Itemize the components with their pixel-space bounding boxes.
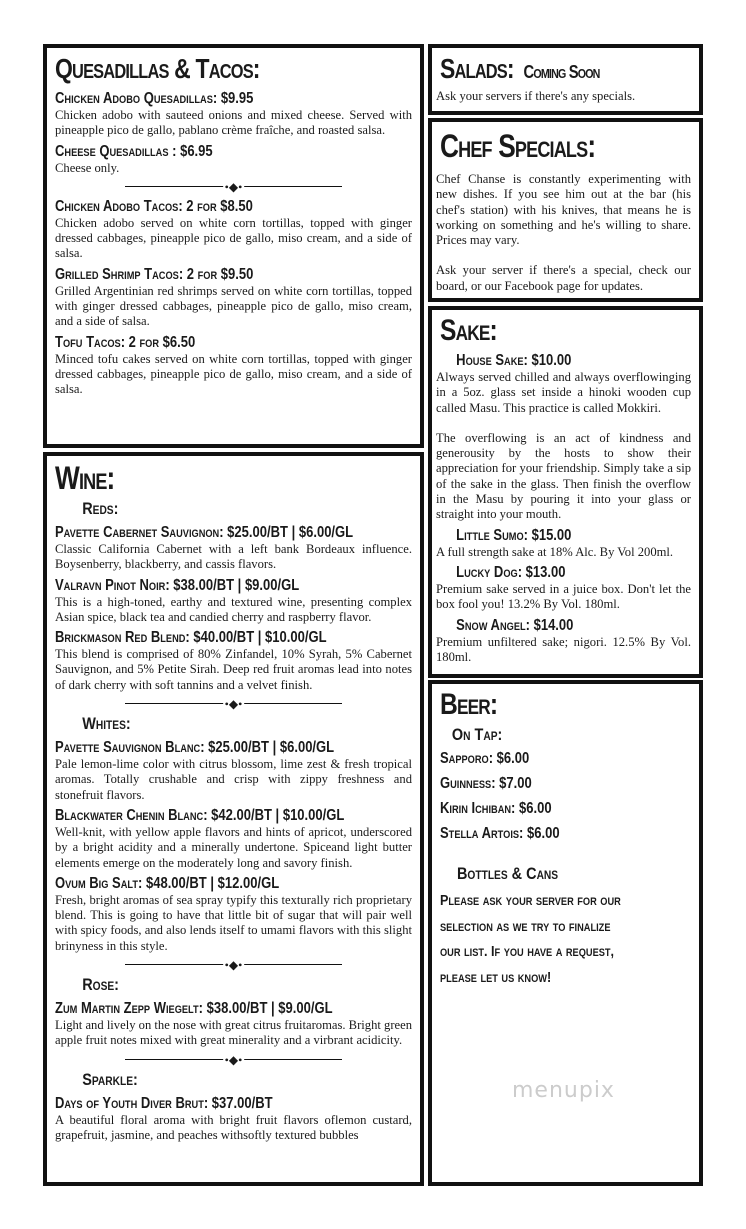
item-name: Ovum Big Salt: $48.00/BT | $12.00/GL xyxy=(55,874,280,892)
item-name: Tofu Tacos: 2 for $6.50 xyxy=(55,333,196,351)
menu-item xyxy=(55,999,412,1049)
item-name: Grilled Shrimp Tacos: 2 for $9.50 xyxy=(55,265,254,283)
sake-section xyxy=(428,306,703,678)
menu-item xyxy=(55,265,412,330)
salads-note: Ask your servers if there's any specials. xyxy=(436,89,636,103)
section-title: Wine: xyxy=(55,460,115,496)
bottles-note-line: selection as we try to finalize xyxy=(440,917,611,935)
item-description: This blend is comprised of 80% Zinfandel, 10% Syrah, 5% Cabernet Sauvignon, and 5% Petite Sirah. Deep red fruit aromas lead into notes of dark cherry with soft tannins and a velvet finish. xyxy=(55,647,412,692)
menu-item xyxy=(55,806,412,871)
menu-item xyxy=(55,523,412,573)
ornament-icon: •◆• xyxy=(224,958,243,973)
section-title: Sake: xyxy=(440,314,497,347)
salads-section xyxy=(428,44,703,115)
item-description: A beautiful floral aroma with bright fruit flavors oflemon custard, grapefruit, jasmine, and peaches withsoftly textured bubbles xyxy=(55,1112,412,1142)
item-name: Chicken Adobo Quesadillas: $9.95 xyxy=(55,90,254,107)
watermark: menupix xyxy=(512,1078,615,1103)
menu-item xyxy=(436,351,691,523)
beer-item: Guinness: $7.00 xyxy=(440,775,532,792)
item-name: Little Sumo: $15.00 xyxy=(456,526,572,544)
item-description: A full strength sake at 18% Alc. By Vol 200ml. xyxy=(436,544,674,559)
item-name: House Sake: $10.00 xyxy=(456,352,572,369)
item-description: Premium unfiltered sake; nigori. 12.5% By Vol. 180ml. xyxy=(436,634,691,664)
item-name: Valravn Pinot Noir: $38.00/BT | $9.00/GL xyxy=(55,576,300,594)
ornament-icon: •◆• xyxy=(224,1052,243,1067)
item-description: Chicken adobo served on white corn tortillas, topped with ginger dressed cabbages, pineapple pico de gallo, miso cream, and a side of salsa. xyxy=(55,215,412,261)
item-name: Pavette Sauvignon Blanc: $25.00/BT | $6.00/GL xyxy=(55,739,335,757)
wine-group-heading: Sparkle: xyxy=(82,1069,138,1089)
item-description: Cheese only. xyxy=(55,160,120,175)
item-description: Premium sake served in a juice box. Don't let the box fool you! 13.2% By Vol. 180ml. xyxy=(436,581,691,612)
item-description: Fresh, bright aromas of sea spray typify this texturally rich proprietary blend. This is going to have that little bit of sugar that will pair well with spicy foods, and also lends itself to umami flavors with this slight brinyness in this style. xyxy=(55,892,412,953)
item-description: Classic California Cabernet with a left bank Bordeaux influence. Boysenberry, blackberry, and cassis flavors. xyxy=(55,542,412,572)
bottles-cans-heading: Bottles & Cans xyxy=(457,864,559,883)
section-title: Quesadillas & Tacos: xyxy=(55,53,260,84)
ornament-divider xyxy=(55,697,412,711)
wine-section xyxy=(43,452,424,1186)
on-tap-heading: On Tap: xyxy=(451,725,503,744)
menu-item xyxy=(55,1094,412,1144)
item-name: Brickmason Red Blend: $40.00/BT | $10.00/GL xyxy=(55,629,327,647)
chef-specials-section xyxy=(428,118,703,302)
menu-item xyxy=(55,628,412,693)
beer-section xyxy=(428,680,703,1186)
section-title: Beer: xyxy=(440,688,498,721)
item-description: Minced tofu cakes served on white corn tortillas, topped with ginger dressed cabbages, pineapple pico de gallo, miso cream, and a side of salsa. xyxy=(55,351,412,397)
item-name: Chicken Adobo Tacos: 2 for $8.50 xyxy=(55,197,253,215)
menu-item xyxy=(436,526,691,560)
ornament-icon: •◆• xyxy=(224,179,243,194)
menu-item xyxy=(55,576,412,626)
wine-group-heading: Rose: xyxy=(82,975,119,995)
item-name: Snow Angel: $14.00 xyxy=(456,616,574,634)
item-name: Pavette Cabernet Sauvignon: $25.00/BT | $6.00/GL xyxy=(55,524,354,541)
chef-paragraph: Ask your server if there's a special, check our board, or our Facebook page for updates. xyxy=(436,263,691,293)
menu-item xyxy=(55,333,412,398)
menu-item xyxy=(55,738,412,803)
item-description: Light and lively on the nose with great citrus fruitaromas. Bright green apple fruit notes mixed with great minerality and a virbrant acidicity. xyxy=(55,1018,412,1048)
item-name: Zum Martin Zepp Wiegelt: $38.00/BT | $9.00/GL xyxy=(55,1000,333,1018)
menu-item xyxy=(436,563,691,613)
ornament-icon: •◆• xyxy=(224,697,243,712)
item-name: Days of Youth Diver Brut: $37.00/BT xyxy=(55,1094,273,1112)
item-name: Cheese Quesadillas : $6.95 xyxy=(55,142,213,160)
ornament-divider xyxy=(55,1053,412,1067)
wine-group-heading: Whites: xyxy=(82,714,131,734)
item-description: This is a high-toned, earthy and textured wine, presenting complex Asian spice, black tea and candied cherry and raspberry flavor. xyxy=(55,594,412,624)
item-description: Always served chilled and always overflowinging in a 5oz. glass set inside a hinoki wooden cup called Masu. This practice is called Mokkiri. xyxy=(436,370,691,415)
wine-group-heading: Reds: xyxy=(82,499,119,518)
quesadillas-tacos-section xyxy=(43,44,424,448)
item-name: Blackwater Chenin Blanc: $42.00/BT | $10.00/GL xyxy=(55,806,345,824)
ornament-divider xyxy=(55,958,412,972)
menu-item xyxy=(55,874,412,954)
beer-item: Stella Artois: $6.00 xyxy=(440,825,560,842)
menu-item xyxy=(55,197,412,262)
bottles-note-line: please let us know! xyxy=(440,968,552,986)
beer-item: Sapporo: $6.00 xyxy=(440,750,530,767)
item-description: Grilled Argentinian red shrimps served on white corn tortillas, topped with ginger dressed cabbages, pineapple pico de gallo, miso cream, and a side of salsa. xyxy=(55,283,412,329)
item-description: The overflowing is an act of kindness and generousity by the hosts to show their appreciation for your friendship. Simply take a sip of the sake in the glass. Then finish the overflow in the Masu by pouring it into your glass or straight into your mouth. xyxy=(436,430,691,522)
item-description: Well-knit, with yellow apple flavors and hints of apricot, underscored by a bright acidity and a minerally undertone. Spiceand light butter elements emerge on the moderately long and savory finish. xyxy=(55,824,412,870)
ornament-divider xyxy=(55,180,412,194)
bottles-note-line: our list. If you have a request, xyxy=(440,943,615,960)
bottles-note-line: Please ask your server for our xyxy=(440,892,621,909)
beer-item: Kirin Ichiban: $6.00 xyxy=(440,800,552,817)
item-description: Pale lemon-lime color with citrus blossom, lime zest & fresh tropical aromas. Totally crushable and crisp with zippy freshness and stonefruit flavors. xyxy=(55,757,412,802)
chef-paragraph: Chef Chanse is constantly experimenting with new dishes. If you see him out at the bar (his chef's station) with his knives, that means he is working on something and he's willing to share. Prices may vary. xyxy=(436,172,691,248)
section-title: Chef Specials: xyxy=(440,128,596,164)
section-title: Salads: Coming Soon xyxy=(440,53,600,84)
menu-item xyxy=(55,142,412,176)
menu-item xyxy=(436,616,691,666)
menu-item xyxy=(55,89,412,139)
item-name: Lucky Dog: $13.00 xyxy=(456,563,566,581)
salads-status: Coming Soon xyxy=(523,62,600,82)
item-description: Chicken adobo with sauteed onions and mixed cheese. Served with pineapple pico de gallo, pablano crème fraîche, and roasted salsa. xyxy=(55,108,412,138)
